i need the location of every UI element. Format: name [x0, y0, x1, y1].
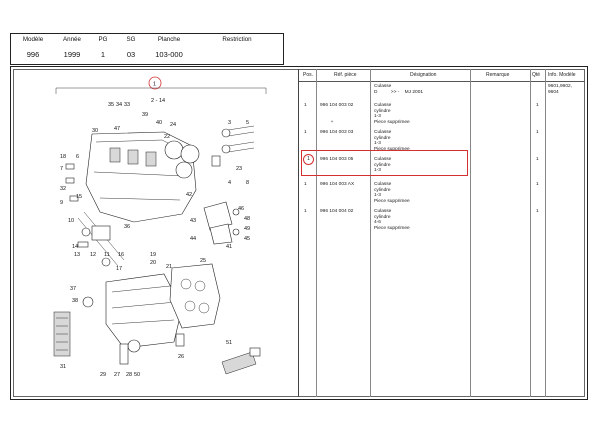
header-value-model: 996 [26, 50, 40, 59]
ref: 996 104 004 02 [320, 209, 354, 214]
label-9: 9 [60, 200, 64, 206]
pos: 1 [304, 130, 307, 135]
pos: 1 [304, 103, 307, 108]
label-41: 41 [226, 244, 233, 250]
cylinder-head [86, 132, 199, 222]
ref: + [320, 120, 334, 125]
callout-number: 1 [153, 81, 157, 88]
label-39: 39 [142, 112, 149, 118]
ref: 996 104 003 03 [320, 130, 354, 135]
label-16: 16 [118, 252, 125, 258]
col-line [530, 69, 531, 397]
pos: 1 [304, 209, 307, 214]
col-line [470, 69, 471, 397]
label-43: 43 [190, 218, 197, 224]
label-29: 29 [100, 372, 107, 378]
label-20: 20 [150, 260, 157, 266]
column-divider [298, 69, 299, 397]
col-line [370, 69, 371, 397]
designation: Culasse cylindre 1-3 Piece supprimee [374, 130, 410, 152]
range-bracket [56, 88, 266, 94]
header-label-model: Modèle [22, 36, 44, 43]
designation: Culasse cylindre 1-3 Piece supprimee [374, 103, 410, 125]
col-header-remarque: Remarque [486, 72, 510, 78]
valves [212, 126, 254, 166]
label-28: 28 [126, 372, 133, 378]
label-33: 33 [124, 102, 131, 108]
header-value-planche: 103-000 [155, 50, 183, 59]
label-23: 23 [236, 166, 243, 172]
label-22: 22 [164, 134, 171, 140]
label-10: 10 [68, 218, 75, 224]
label-50: 50 [134, 372, 141, 378]
ref: 996 104 003 02 [320, 103, 354, 108]
qty: 1 [536, 130, 539, 135]
header-label-pg: PG [98, 36, 108, 43]
header-label-planche: Planche [157, 36, 181, 43]
label-34: 34 [116, 102, 123, 108]
info: 9601,9602, 9604 [548, 84, 573, 95]
label-15: 15 [76, 194, 83, 200]
label-40: 40 [156, 120, 163, 126]
label-31: 31 [60, 364, 67, 370]
col-header-info: Info. Modèle [548, 72, 576, 78]
label-46: 46 [238, 206, 245, 212]
label-25: 25 [200, 258, 207, 264]
col-header-ref: Réf. pièce [334, 72, 357, 78]
label-11: 11 [104, 252, 110, 258]
label-30: 30 [92, 128, 99, 134]
pos: 1 [304, 182, 307, 187]
label-45: 45 [244, 236, 251, 242]
cam-carrier [170, 264, 220, 346]
label-51: 51 [226, 340, 233, 346]
header-label-year: Année [63, 36, 81, 43]
label-26: 26 [178, 354, 185, 360]
label-14: 14 [72, 244, 79, 250]
label-19: 19 [150, 252, 157, 258]
label-36: 36 [124, 224, 131, 230]
designation: Culasse cylindre 4-6 Piece supprimee [374, 209, 410, 231]
highlight-pos-circle: 1 [303, 154, 314, 165]
label-4: 4 [228, 180, 232, 186]
label-24: 24 [170, 122, 177, 128]
header-label-restriction: Restriction [222, 36, 252, 43]
ref: 996 104 003 05 [320, 157, 354, 162]
header-label-sg: SG [126, 36, 136, 43]
col-line [316, 69, 317, 397]
row-highlight-box [301, 150, 468, 176]
label-8: 8 [246, 180, 250, 186]
col-header-designation: Désignation [410, 72, 437, 78]
label-18: 18 [60, 154, 67, 160]
label-32: 32 [60, 186, 67, 192]
col-header-pos: Pos. [303, 72, 314, 78]
label-48: 48 [244, 216, 251, 222]
range-label: 2 - 14 [151, 98, 166, 104]
label-35: 35 [108, 102, 115, 108]
label-6: 6 [76, 154, 80, 160]
qty: 1 [536, 209, 539, 214]
label-38: 38 [72, 298, 79, 304]
label-3: 3 [228, 120, 232, 126]
label-5: 5 [246, 120, 250, 126]
header-value-pg: 1 [100, 50, 106, 59]
qty: 1 [536, 157, 539, 162]
exploded-parts-diagram [14, 72, 297, 396]
col-line [545, 69, 546, 397]
designation: Culasse cylindre 1-3 [374, 157, 392, 174]
brackets [204, 202, 239, 244]
label-13: 13 [74, 252, 81, 258]
label-21: 21 [166, 264, 173, 270]
label-12: 12 [90, 252, 97, 258]
qty: 1 [536, 103, 539, 108]
header-value-year: 1999 [63, 50, 81, 59]
label-17: 17 [116, 266, 123, 272]
col-header-qty: Qté [532, 72, 541, 78]
label-27: 27 [114, 372, 121, 378]
ref: 996 104 003 AX [320, 182, 355, 187]
designation: Culasse cylindre 1-3 Piece supprimee [374, 182, 410, 204]
label-42: 42 [186, 192, 193, 198]
label-49: 49 [244, 226, 251, 232]
header-rule [299, 81, 585, 82]
header-table [10, 33, 284, 65]
label-47: 47 [114, 126, 121, 132]
qty: 1 [536, 182, 539, 187]
label-7: 7 [60, 166, 64, 172]
label-44: 44 [190, 236, 197, 242]
sealant-tube-icon [222, 348, 260, 374]
label-37: 37 [70, 286, 77, 292]
header-value-sg: 03 [126, 50, 136, 59]
designation: Culasse D >> - MJ 2001 [374, 84, 424, 95]
